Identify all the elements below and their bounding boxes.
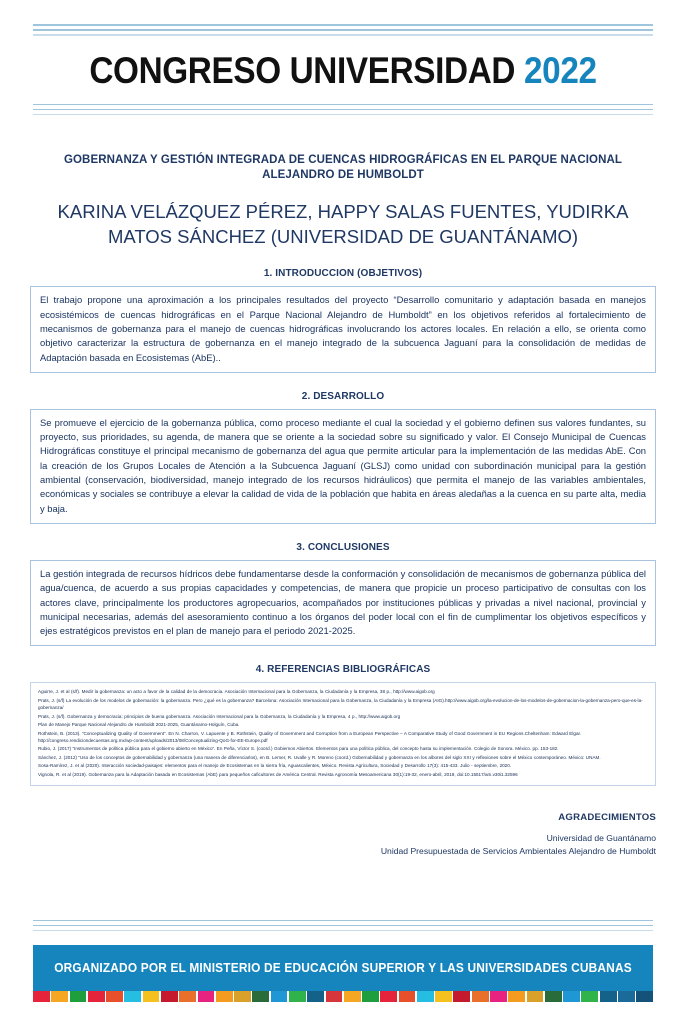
sdg-color-swatch	[161, 991, 178, 1002]
sdg-color-swatch	[179, 991, 196, 1002]
poster-footer	[0, 920, 686, 1024]
decorative-rule	[33, 920, 653, 922]
acknowledgements-heading: AGRADECIMIENTOS	[558, 812, 656, 824]
section-desarrollo	[30, 391, 656, 524]
section-body: Se promueve el ejercicio de la gobernanza pública, como proceso mediante el cual la sociedad y el gobierno definen sus valores fundantes, su proyecto, sus prioridades, su agenda, de manera que se oriente a la sociedad sobre su significado y valor. El Consejo Municipal de Cuencas Hidrográficas constituye el principal mecanismo de gobernanza del agua que permite articular para la implementación de las medidas AbE. Con la creación de los Grupos Locales de Atención a la Subcuenca Jaguaní (GLSJ) como unidad con subordinación municipal para la gestión ambiental (conservación, biodiversidad, manejo integrado de los recursos hidráulicos) que permita el manejo de las variables ambientales, económicas y sociales se contribuye a elevar la calidad de vida de la población que habita en áreas aledañas a la cuenca en su parte alta, media y baja.	[30, 409, 656, 524]
decorative-rule	[33, 104, 653, 106]
sdg-color-swatch	[289, 991, 306, 1002]
acknowledgements-line: Unidad Presupuestada de Servicios Ambientales Alejandro de Humboldt	[380, 846, 656, 857]
sdg-color-swatch	[581, 991, 598, 1002]
sdg-color-swatch	[344, 991, 361, 1002]
sdg-color-swatch	[545, 991, 562, 1002]
footer-rules	[33, 920, 653, 932]
sdg-color-swatch	[636, 991, 653, 1002]
sdg-color-swatch	[453, 991, 470, 1002]
sdg-color-swatch	[472, 991, 489, 1002]
sdg-color-swatch	[252, 991, 269, 1002]
section-heading: 3. CONCLUSIONES	[296, 541, 390, 553]
sdg-color-swatch	[198, 991, 215, 1002]
reference-item: Sosa-Ramírez, J. et al (2020). Interacción sociedad-paisajes: elementos para el manejo de Ecosistemas en la sierra fría, Aguascalientes, México. Revista Agricultura, Sociedad y Desarrollo 17(3): 415-433. Julio - septiembre, 2020.	[38, 763, 512, 769]
reference-item: Vignola, R. et al (2019). Gobernanza para la Adaptación basada en Ecosistemas (AbE) para pequeños caficultores de América Central. Revista Agronomía Mesoamericana 30(1):19-32, enero-abril, 2019, doi:10.15517/am.v30i1.32596	[38, 771, 518, 777]
congress-title	[34, 50, 651, 92]
sdg-color-swatch	[618, 991, 635, 1002]
header-rules-bottom	[33, 104, 653, 116]
reference-item: Plan de Manejo Parque Nacional Alejandro de Humboldt 2021-2025, Guantánamo-Holguín, Cuba.	[38, 722, 240, 728]
page-title: GOBERNANZA Y GESTIÓN INTEGRADA DE CUENCAS HIDROGRÁFICAS EN EL PARQUE NACIONAL ALEJANDRO DE HUMBOLDT	[63, 154, 623, 181]
sdg-color-strip	[33, 991, 653, 1002]
section-conclusiones	[30, 542, 656, 646]
sdg-color-swatch	[380, 991, 397, 1002]
footer-banner	[33, 945, 653, 991]
sdg-color-swatch	[508, 991, 525, 1002]
sdg-color-swatch	[271, 991, 288, 1002]
decorative-rule	[33, 114, 653, 116]
reference-item: Rubio, J. (2017) “Instrumentos de política pública para el gobierno abierto en México”. En Peña, Víctor S. (coord.) Gobiernos Abiertos. Elementos para una política pública, del concepto hasta su implementación. Colegio de Sonora. México. pp. 153-182.	[38, 746, 559, 752]
sdg-color-swatch	[33, 991, 50, 1002]
sdg-color-swatch	[124, 991, 141, 1002]
sdg-color-swatch	[143, 991, 160, 1002]
reference-item: Sánchez, J. (2012) “Uso de los conceptos de gobernabilidad y gobernanza (una manera de diferenciarlos), en B. Lerner, R. Uvalle y R. Moreno (coord.) Gobernabilidad y gobernanza en los albores del siglo XXI y reflexiones sobre el México contemporáneo. México: UNAM.	[38, 754, 601, 760]
sdg-color-swatch	[234, 991, 251, 1002]
section-heading: 1. INTRODUCCION (OBJETIVOS)	[263, 268, 423, 280]
references-list	[30, 682, 656, 786]
sdg-color-swatch	[435, 991, 452, 1002]
header-rules-top	[33, 24, 653, 36]
sdg-color-swatch	[362, 991, 379, 1002]
decorative-rule	[33, 925, 653, 927]
footer-banner-text: ORGANIZADO POR EL MINISTERIO DE EDUCACIÓN SUPERIOR Y LAS UNIVERSIDADES CUBANAS	[54, 961, 632, 975]
decorative-rule	[33, 109, 653, 111]
decorative-rule	[33, 930, 653, 932]
reference-item: Rothstein, B. (2013). “Conceptualizing Quality of Government”. En N. Charron, V. Lapuente y B. Rothstein, Quality of Government and Corruption from a European Perspective – A Comparative Study of Good Government in EU Regions.Cheltenham: Edward Elgar. http://congreso.rendiciondecuentas.org.mx/wp-content/uploads/2013/08/Conceptualizing-QoG-for-EE-Europe.pdf	[38, 730, 582, 744]
section-heading: 4. REFERENCIAS BIBLIOGRÁFICAS	[255, 664, 431, 676]
poster-header	[0, 0, 686, 115]
congress-year: 2022	[523, 49, 597, 91]
sdg-color-swatch	[527, 991, 544, 1002]
acknowledgements	[30, 812, 656, 858]
sdg-color-swatch	[417, 991, 434, 1002]
section-referencias	[30, 664, 656, 786]
reference-item: Aguirre, J. et al (s/f). Medir la gobernanza: un acto a favor de la calidad de la democracia. Asociación Internacional para la Gobernanza, la Ciudadanía y la Empresa, 38 p., http://www.aigob.org	[38, 689, 435, 695]
sdg-color-swatch	[490, 991, 507, 1002]
sdg-color-swatch	[216, 991, 233, 1002]
authors-line: KARINA VELÁZQUEZ PÉREZ, HAPPY SALAS FUENTES, YUDIRKA MATOS SÁNCHEZ (UNIVERSIDAD DE GUANTÁNAMO)	[57, 201, 629, 248]
section-introduccion	[30, 268, 656, 372]
section-body: La gestión integrada de recursos hídricos debe fundamentarse desde la conformación y consolidación de mecanismos de gobernanza pública del agua/cuenca, de acuerdo a sus propias capacidades y competencias, de manera que propicie un proceso participativo de consultas con los actores clave, principalmente los productores agropecuarios, acompañados por instituciones públicas y privadas a nivel nacional, provincial y municipal necesarias, además del asesoramiento continuo a los órganos del poder local con el fin de cumplimentar los objetivos específicos y ejes estratégicos previstos en el plan de manejo para el periodo 2021-2025.	[30, 560, 656, 646]
sdg-color-swatch	[399, 991, 416, 1002]
sdg-color-swatch	[307, 991, 324, 1002]
reference-item: Prats, J. (s/f). Gobernanza y democracia: principios de buena gobernanza. Asociación Internacional para la Gobernanza, la Ciudadanía y la Empresa, 4 p., http://www.aigob.org	[38, 713, 401, 719]
decorative-rule	[33, 24, 653, 26]
sdg-color-swatch	[88, 991, 105, 1002]
footer-spacer	[0, 1002, 686, 1024]
decorative-rule	[33, 29, 653, 31]
sdg-color-swatch	[51, 991, 68, 1002]
congress-name: CONGRESO UNIVERSIDAD	[89, 49, 516, 91]
reference-item: Prats, J. (s/f) La evolución de los modelos de gobernación: la gobernanza. Pero ¿qué es la gobernanza? Barcelona: Asociación Internacional para la Gobernanza, la Ciudadanía y la Empresa (AIG).http://www.aigob.org/la-evolucion-de-los-modelos-de-gobernacion-la-gobernanza-pero-que-es-la-gobernanza/	[38, 697, 643, 711]
sdg-color-swatch	[600, 991, 617, 1002]
sdg-color-swatch	[563, 991, 580, 1002]
section-heading: 2. DESARROLLO	[301, 390, 385, 402]
section-body: El trabajo propone una aproximación a los principales resultados del proyecto “Desarrollo comunitario y adaptación basada en manejos ecosistémicos de cuencas hidrográficas en el Parque Nacional Alejandro de Humboldt” en los objetivos referidos al fortalecimiento de mecanismos de gobernanza para el manejo de cuencas hidrográficas involucrando los actores locales. En relación a ello, se orienta como objetivo caracterizar la estructura de gobernanza en el manejo integrado de la subcuenca Jaguaní para la consolidación de medidas de Adaptación basada en Ecosistemas (AbE)..	[30, 286, 656, 372]
decorative-rule	[33, 34, 653, 36]
sdg-color-swatch	[70, 991, 87, 1002]
sdg-color-swatch	[106, 991, 123, 1002]
sdg-color-swatch	[326, 991, 343, 1002]
acknowledgements-line: Universidad de Guantánamo	[546, 833, 656, 844]
